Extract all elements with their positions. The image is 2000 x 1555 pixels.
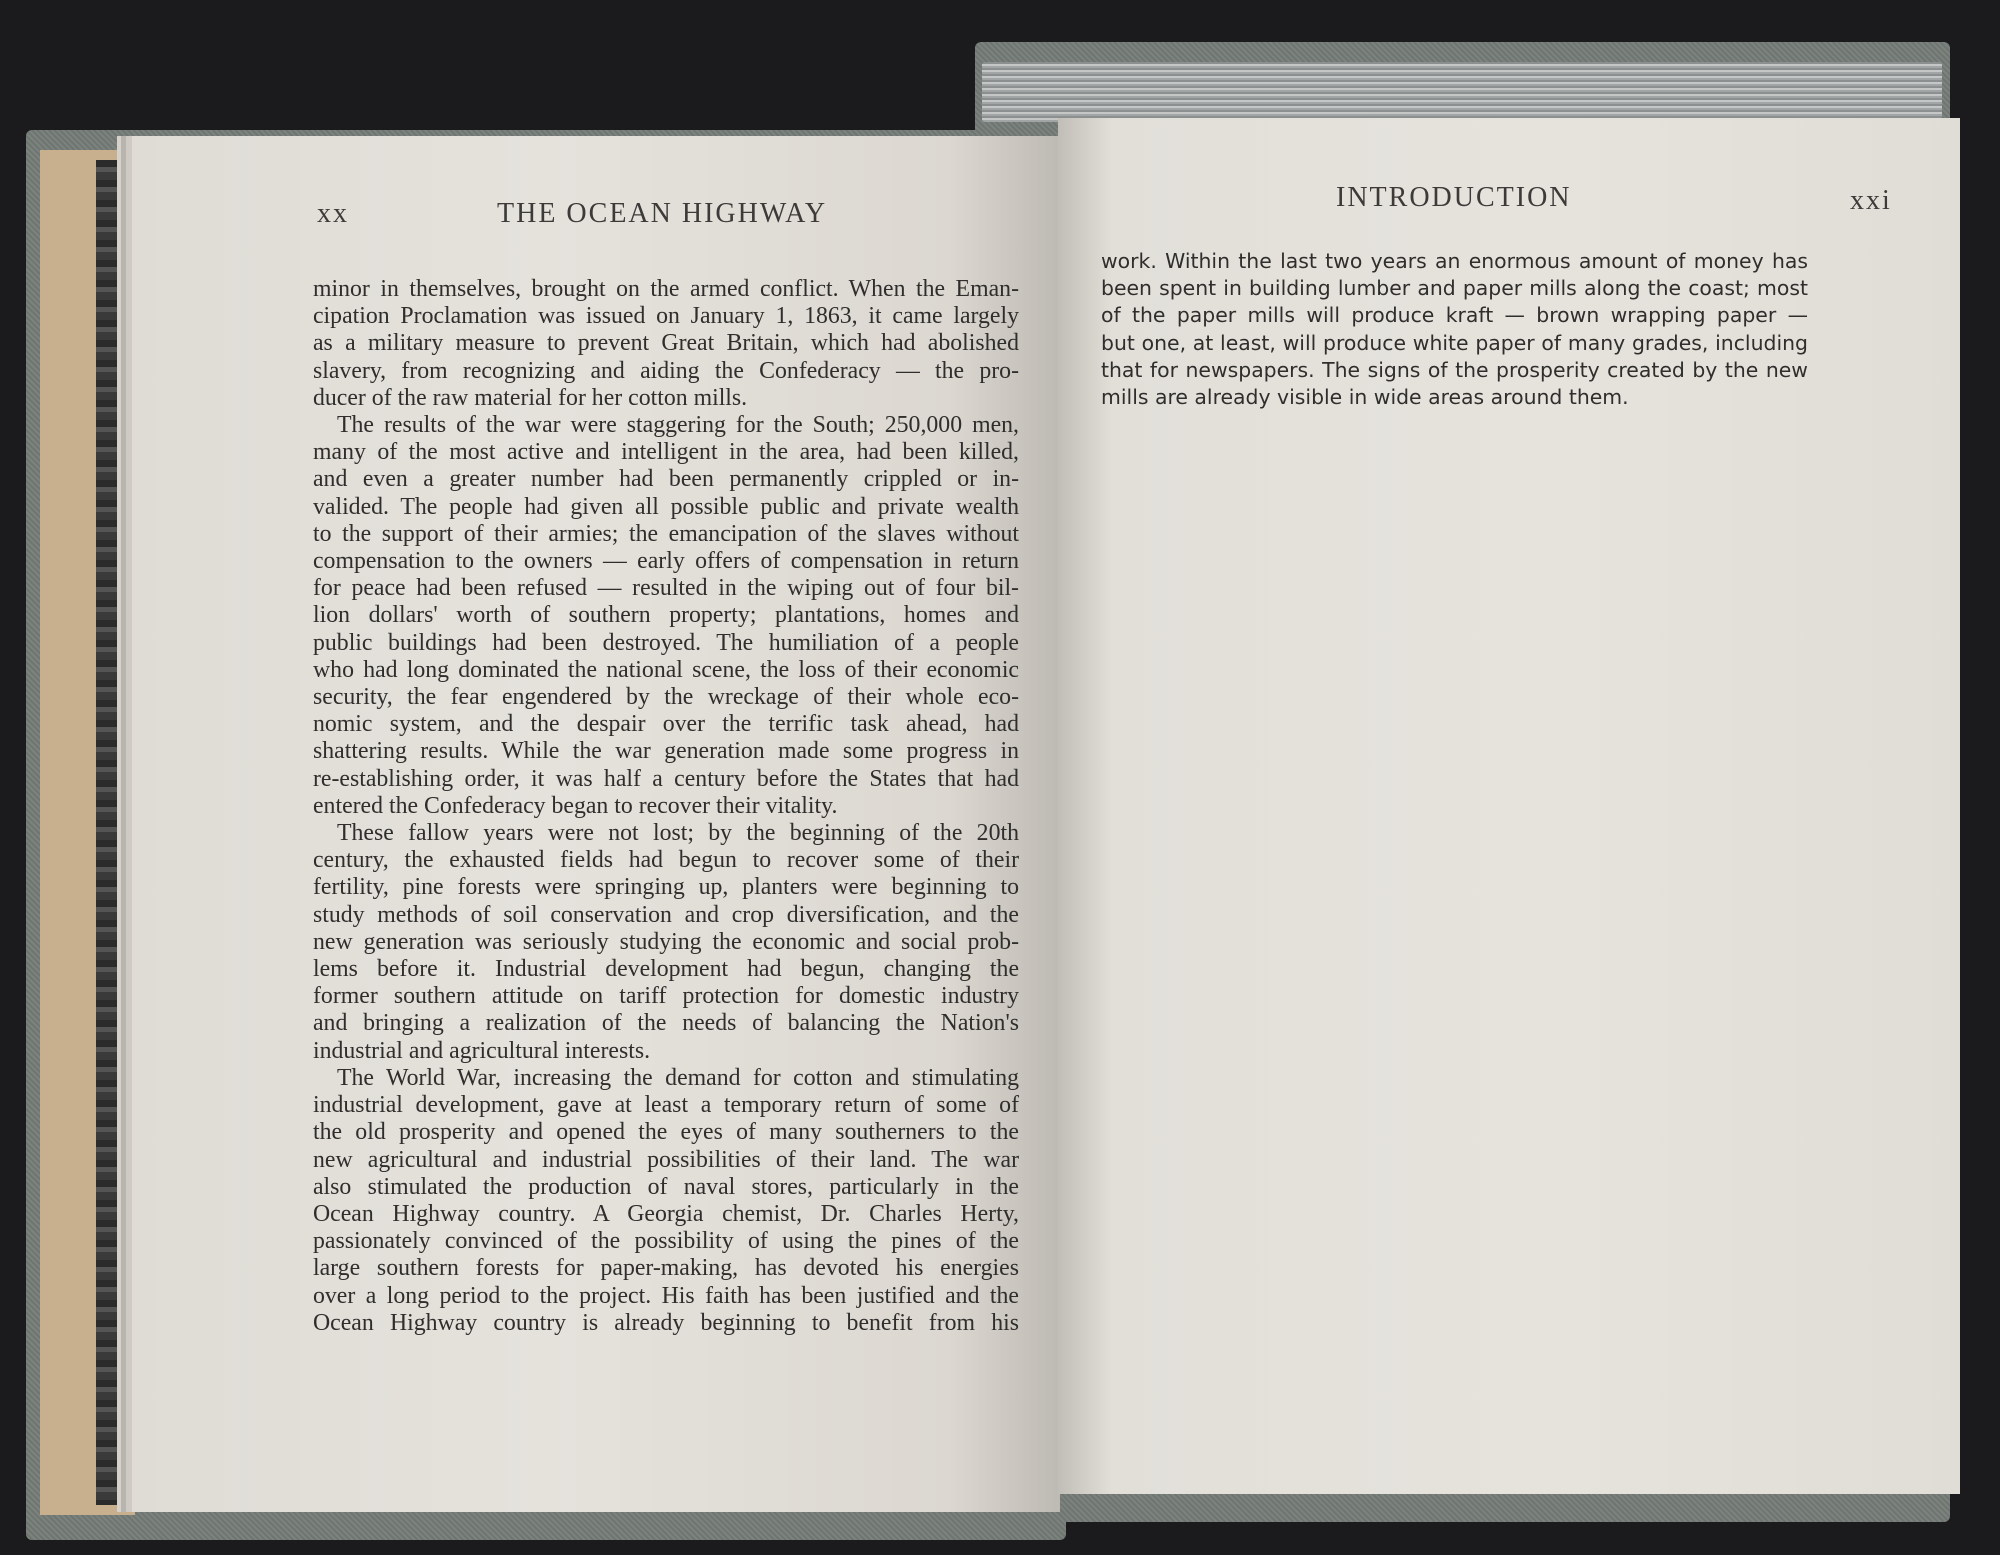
text-line: new agricultural and industrial possibilities of their land. The war: [313, 1146, 1019, 1173]
text-line: but one, at least, will produce white paper of many grades, including: [1101, 330, 1808, 355]
text-line: minor in themselves, brought on the armed conflict. When the Eman-: [313, 276, 1019, 302]
text-line: also stimulated the production of naval stores, particularly in the: [313, 1173, 1019, 1200]
text-line: large southern forests for paper-making, has devoted his energies: [313, 1255, 1019, 1282]
text-line: and even a greater number had been permanently crippled or in-: [313, 466, 1019, 493]
text-line: for peace had been refused — resulted in the wiping out of four bil-: [313, 575, 1019, 602]
page-edges: [982, 62, 1942, 122]
text-line: study methods of soil conservation and crop diversification, and the: [313, 901, 1019, 928]
text-line: The World War, increasing the demand for cotton and stimulating: [337, 1064, 1019, 1091]
text-line: who had long dominated the national scene, the loss of their economic: [313, 656, 1019, 683]
left-page: [132, 136, 1060, 1512]
text-line: valided. The people had given all possible public and private wealth: [313, 493, 1019, 520]
text-line: former southern attitude on tariff protection for domestic industry: [313, 983, 1019, 1010]
text-line: been spent in building lumber and paper mills along the coast; most: [1101, 276, 1808, 301]
text-line: Ocean Highway country. A Georgia chemist, Dr. Charles Herty,: [313, 1200, 1019, 1227]
text-line: shattering results. While the war generation made some progress in: [313, 738, 1019, 765]
text-line: work. Within the last two years an enormous amount of money has: [1101, 249, 1808, 273]
frontispiece-edge: [96, 160, 132, 1505]
running-head: INTRODUCTION: [1336, 182, 1572, 213]
text-line: entered the Confederacy began to recover their vitality.: [313, 792, 838, 819]
text-line: fertility, pine forests were springing up, planters were beginning to: [313, 874, 1019, 901]
body-text: [313, 276, 1019, 1337]
text-line: public buildings had been destroyed. The humiliation of a people: [313, 629, 1019, 656]
text-line: industrial development, gave at least a temporary return of some of: [313, 1092, 1019, 1119]
text-line: Ocean Highway country is already beginning to benefit from his: [313, 1309, 1019, 1336]
page-number: xxi: [1850, 185, 1892, 216]
text-line: passionately convinced of the possibility of using the pines of the: [313, 1228, 1019, 1255]
text-line: as a military measure to prevent Great Britain, which had abolished: [313, 330, 1019, 357]
text-line: lion dollars' worth of southern property; plantations, homes and: [313, 602, 1019, 629]
text-line: security, the fear engendered by the wreckage of their whole eco-: [313, 684, 1019, 711]
right-page: [1058, 118, 1960, 1494]
text-line: many of the most active and intelligent in the area, had been killed,: [313, 439, 1019, 466]
text-line: ducer of the raw material for her cotton mills.: [313, 384, 748, 411]
text-line: mills are already visible in wide areas around them.: [1101, 385, 1629, 410]
text-line: lems before it. Industrial development had begun, changing the: [313, 956, 1019, 983]
text-line: that for newspapers. The signs of the prosperity created by the new: [1101, 357, 1808, 382]
text-line: of the paper mills will produce kraft — brown wrapping paper —: [1101, 303, 1808, 328]
text-line: to the support of their armies; the emancipation of the slaves without: [313, 520, 1019, 547]
text-line: and bringing a realization of the needs of balancing the Nation's: [313, 1010, 1019, 1037]
text-line: The results of the war were staggering for the South; 250,000 men,: [337, 412, 1019, 439]
text-line: over a long period to the project. His faith has been justified and the: [313, 1282, 1019, 1309]
text-line: These fallow years were not lost; by the beginning of the 20th: [337, 820, 1019, 847]
text-line: century, the exhausted fields had begun to recover some of their: [313, 847, 1019, 874]
text-line: the old prosperity and opened the eyes of many southerners to the: [313, 1119, 1019, 1146]
text-line: industrial and agricultural interests.: [313, 1037, 651, 1064]
body-text: [1101, 248, 1808, 411]
running-head: THE OCEAN HIGHWAY: [497, 198, 828, 229]
text-line: nomic system, and the despair over the terrific task ahead, had: [313, 711, 1019, 738]
text-line: re-establishing order, it was half a century before the States that had: [313, 765, 1019, 792]
text-line: slavery, from recognizing and aiding the Confederacy — the pro-: [313, 357, 1019, 384]
page-number: xx: [317, 198, 349, 229]
text-line: compensation to the owners — early offers of compensation in return: [313, 548, 1019, 575]
text-line: cipation Proclamation was issued on January 1, 1863, it came largely: [313, 303, 1019, 330]
text-line: new generation was seriously studying the economic and social prob-: [313, 928, 1019, 955]
